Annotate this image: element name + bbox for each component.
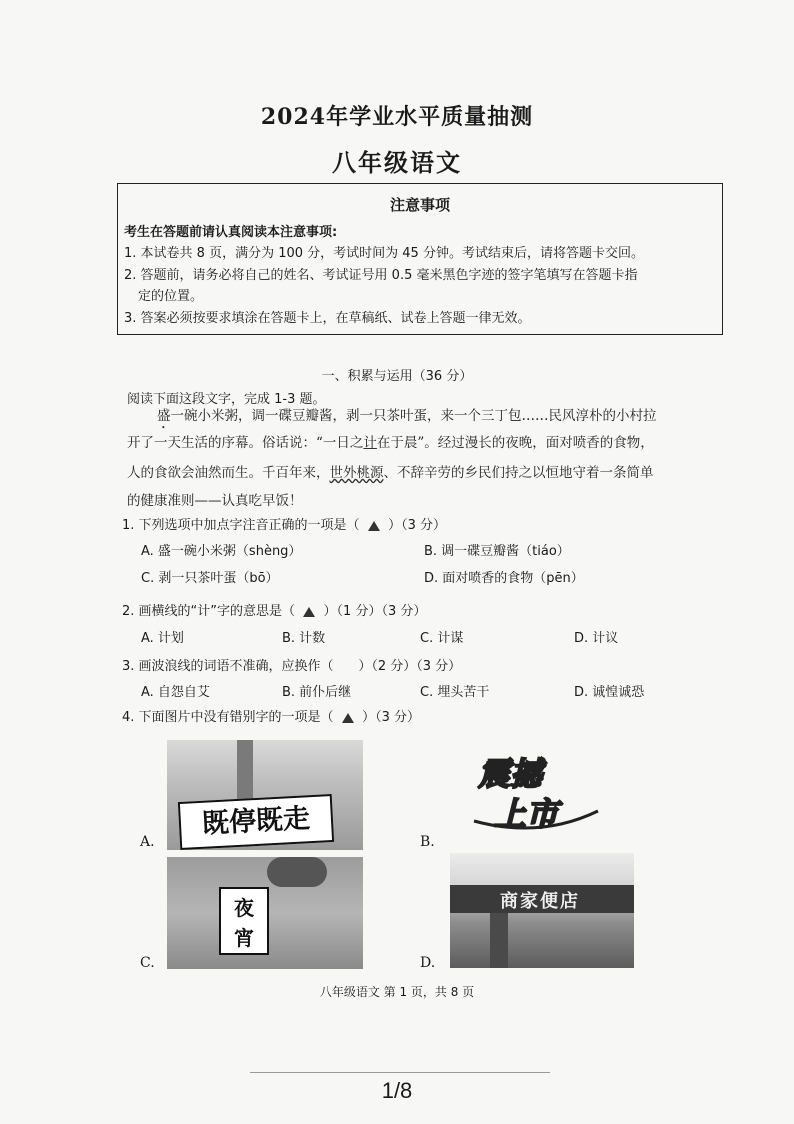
swoosh-icon [470, 801, 610, 835]
notice-intro: 考生在答题前请认真阅读本注意事项: [124, 225, 338, 240]
q1-option-c[interactable]: C. 剥一只茶叶蛋（bō） [141, 571, 279, 586]
passage-line-2 [127, 431, 654, 456]
image-d[interactable] [450, 853, 634, 968]
lamp-shape [267, 857, 327, 887]
q3-option-d[interactable]: D. 诚惶诚恐 [574, 685, 645, 700]
image-c-label: C. [140, 955, 155, 971]
question-score: ）（2 分）（3 分） [358, 659, 462, 674]
question-1 [122, 514, 446, 533]
q2-option-b[interactable]: B. 计数 [282, 631, 326, 646]
q2-option-d[interactable]: D. 计议 [574, 631, 619, 646]
divider [250, 1072, 550, 1073]
dotted-char-sheng: 盛 [157, 408, 171, 424]
q3-option-a[interactable]: A. 自怨自艾 [141, 685, 210, 700]
notice-item-2: 2. 答题前，请务必将自己的姓名、考试证号用 0.5 毫米黑色字迹的签字笔填写在答题卡指 [124, 268, 638, 283]
triangle-icon [342, 713, 354, 723]
passage-text: 一碗小米粥，调一碟豆瓣酱，剥一只茶叶蛋，来一个三丁包……民风淳朴的小村拉 [170, 408, 657, 424]
q1-option-a[interactable]: A. 盛一碗小米粥（shèng） [141, 544, 302, 559]
image-d-label: D. [420, 955, 436, 971]
passage-text: 、不辞辛劳的乡民们持之以恒地守着一条简单 [383, 465, 654, 481]
question-stem: 2. 画横线的“计”字的意思是（ [122, 604, 296, 619]
passage-text: 开了一天生活的序幕。俗话说：“一日之 [127, 435, 364, 451]
question-score: ）（1 分）（3 分） [323, 604, 427, 619]
question-2 [122, 600, 426, 619]
tree-shape [490, 913, 508, 968]
question-stem: 1. 下列选项中加点字注音正确的一项是（ [122, 518, 360, 533]
triangle-icon [303, 607, 315, 617]
question-stem: 3. 画波浪线的词语不准确，应换作（ [122, 659, 334, 674]
image-a-label: A. [140, 834, 155, 850]
question-stem: 4. 下面图片中没有错别字的一项是（ [122, 710, 334, 725]
image-b-label: B. [420, 834, 435, 850]
pole-shape [237, 740, 253, 800]
q3-option-c[interactable]: C. 埋头苦干 [420, 685, 490, 700]
q1-option-d[interactable]: D. 面对喷香的食物（pēn） [424, 571, 584, 586]
notice-title: 注意事项 [389, 196, 450, 214]
image-b-sign-bottom: 上市 [494, 795, 559, 833]
page-footer: 八年级语文 第 1 页，共 8 页 [319, 985, 475, 999]
passage-line-4: 的健康准则——认真吃早饭！ [127, 493, 303, 509]
image-a-sign: 既停既走 [178, 794, 334, 850]
image-b[interactable] [470, 745, 610, 835]
image-c-sign-bottom: 宵 [234, 926, 254, 950]
passage-lead: 阅读下面这段文字，完成 1-3 题。 [127, 392, 326, 407]
question-3 [122, 655, 461, 674]
passage-text: 人的食欲会油然而生。千百年来， [127, 465, 330, 481]
triangle-icon [368, 521, 380, 531]
image-d-sign: 商家便店 [500, 891, 580, 912]
question-score: ）（3 分） [388, 518, 446, 533]
q3-option-b[interactable]: B. 前仆后继 [282, 685, 352, 700]
image-b-sign-top: 震撼 [478, 755, 543, 793]
passage-text: 在于晨”。经过漫长的夜晚，面对喷香的食物， [376, 435, 654, 451]
notice-item-3: 3. 答案必须按要求填涂在答题卡上，在草稿纸、试卷上答题一律无效。 [124, 311, 531, 326]
notice-box [117, 183, 723, 335]
q2-option-a[interactable]: A. 计划 [141, 631, 184, 646]
notice-item-1: 1. 本试卷共 8 页，满分为 100 分，考试时间为 45 分钟。考试结束后，请将答题卡交回。 [124, 246, 644, 261]
wavy-word: 世外桃源 [329, 465, 384, 481]
q1-option-b[interactable]: B. 调一碟豆瓣酱（tiáo） [424, 544, 570, 559]
passage-line-3 [127, 461, 654, 486]
passage-line-1 [157, 404, 657, 432]
image-c[interactable] [167, 857, 363, 969]
exam-title: 2024年学业水平质量抽测 [260, 104, 534, 130]
notice-item-2-cont: 定的位置。 [138, 289, 204, 304]
image-a[interactable] [167, 740, 363, 850]
exam-subtitle: 八年级语文 [332, 148, 462, 177]
q2-option-c[interactable]: C. 计谋 [420, 631, 464, 646]
image-c-sign-top: 夜 [234, 896, 254, 920]
page-number: 1/8 [381, 1078, 413, 1103]
section-heading: 一、积累与运用（36 分） [321, 369, 473, 384]
image-c-sign [219, 887, 269, 955]
underlined-char-ji: 计 [363, 435, 377, 451]
question-4 [122, 706, 420, 725]
question-score: ）（3 分） [362, 710, 420, 725]
